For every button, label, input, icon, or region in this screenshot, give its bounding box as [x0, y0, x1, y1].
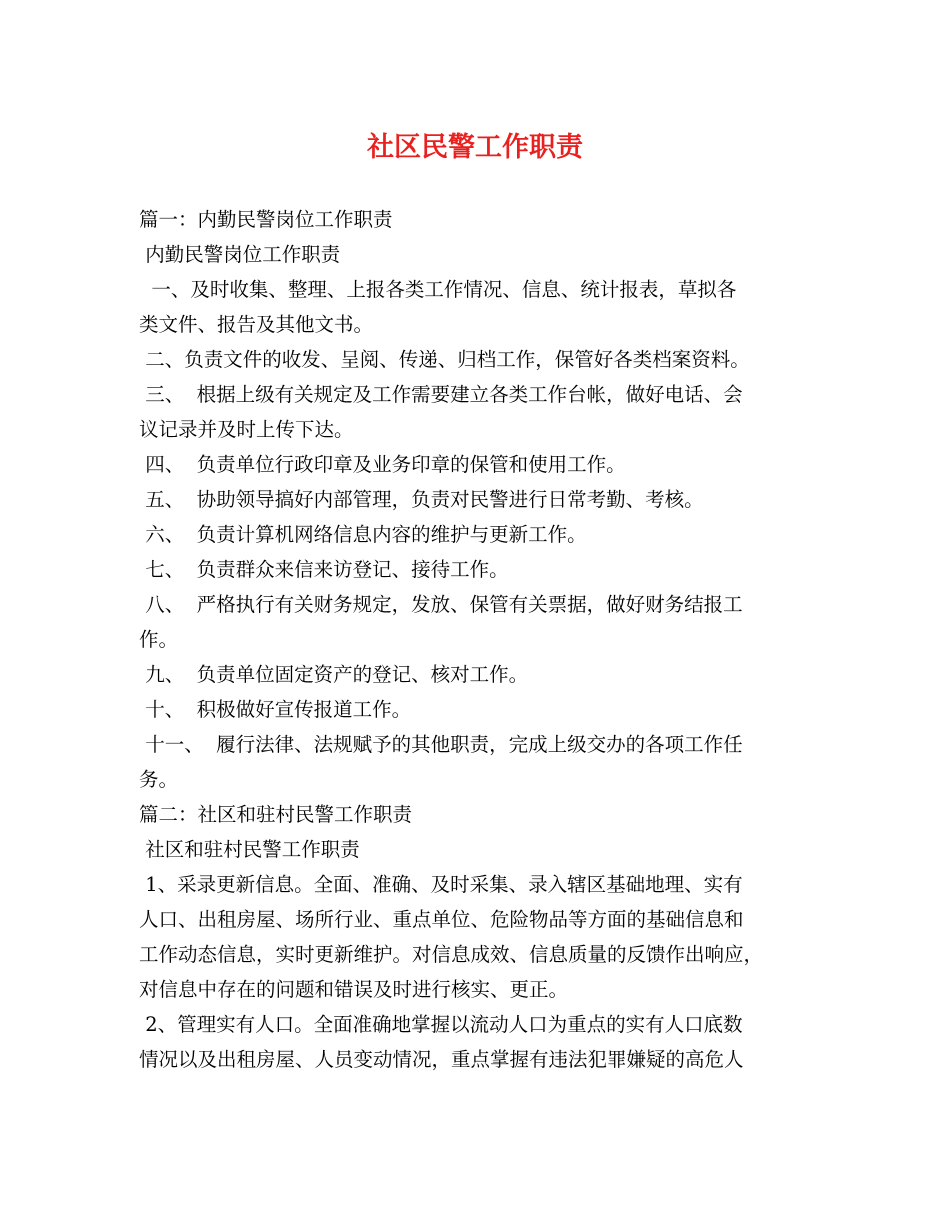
- text-line: 二、负责文件的收发、呈阅、传递、归档工作，保管好各类档案资料。: [139, 348, 750, 371]
- text-line: 四、 负责单位行政印章及业务印章的保管和使用工作。: [139, 453, 626, 476]
- document-body: [139, 202, 815, 1077]
- text-line: 七、 负责群众来信来访登记、接待工作。: [139, 558, 509, 581]
- text-line: 对信息中存在的问题和错误及时进行核实、更正。: [139, 978, 569, 1001]
- text-line: 2、管理实有人口。全面准确地掌握以流动人口为重点的实有人口底数: [139, 1013, 743, 1036]
- text-line: 十、 积极做好宣传报道工作。: [139, 698, 412, 721]
- text-line: 社区和驻村民警工作职责: [139, 838, 360, 861]
- text-line: 篇一：内勤民警岗位工作职责: [139, 208, 393, 231]
- text-line: 九、 负责单位固定资产的登记、核对工作。: [139, 663, 529, 686]
- text-line: 十一、 履行法律、法规赋予的其他职责，完成上级交办的各项工作任: [139, 733, 743, 756]
- text-line: 八、 严格执行有关财务规定，发放、保管有关票据，做好财务结报工: [139, 593, 743, 616]
- text-line: 三、 根据上级有关规定及工作需要建立各类工作台帐，做好电话、会: [139, 383, 743, 406]
- text-line: 务。: [139, 768, 179, 791]
- text-line: 1、采录更新信息。全面、准确、及时采集、录入辖区基础地理、实有: [139, 873, 743, 896]
- text-line: 内勤民警岗位工作职责: [139, 243, 341, 266]
- text-line: 人口、出租房屋、场所行业、重点单位、危险物品等方面的基础信息和: [139, 908, 744, 931]
- document-title: 社区民警工作职责: [367, 132, 583, 163]
- text-line: 议记录并及时上传下达。: [139, 418, 354, 441]
- text-line: 工作动态信息，实时更新维护。对信息成效、信息质量的反馈作出响应，: [139, 943, 764, 966]
- text-line: 类文件、报告及其他文书。: [139, 313, 374, 336]
- text-line: 一、及时收集、整理、上报各类工作情况、信息、统计报表，草拟各: [139, 278, 737, 301]
- text-line: 篇二：社区和驻村民警工作职责: [139, 803, 413, 826]
- text-line: 情况以及出租房屋、人员变动情况，重点掌握有违法犯罪嫌疑的高危人: [139, 1048, 744, 1071]
- text-line: 六、 负责计算机网络信息内容的维护与更新工作。: [139, 523, 587, 546]
- text-line: 作。: [139, 628, 179, 651]
- text-line: 五、 协助领导搞好内部管理，负责对民警进行日常考勤、考核。: [139, 488, 704, 511]
